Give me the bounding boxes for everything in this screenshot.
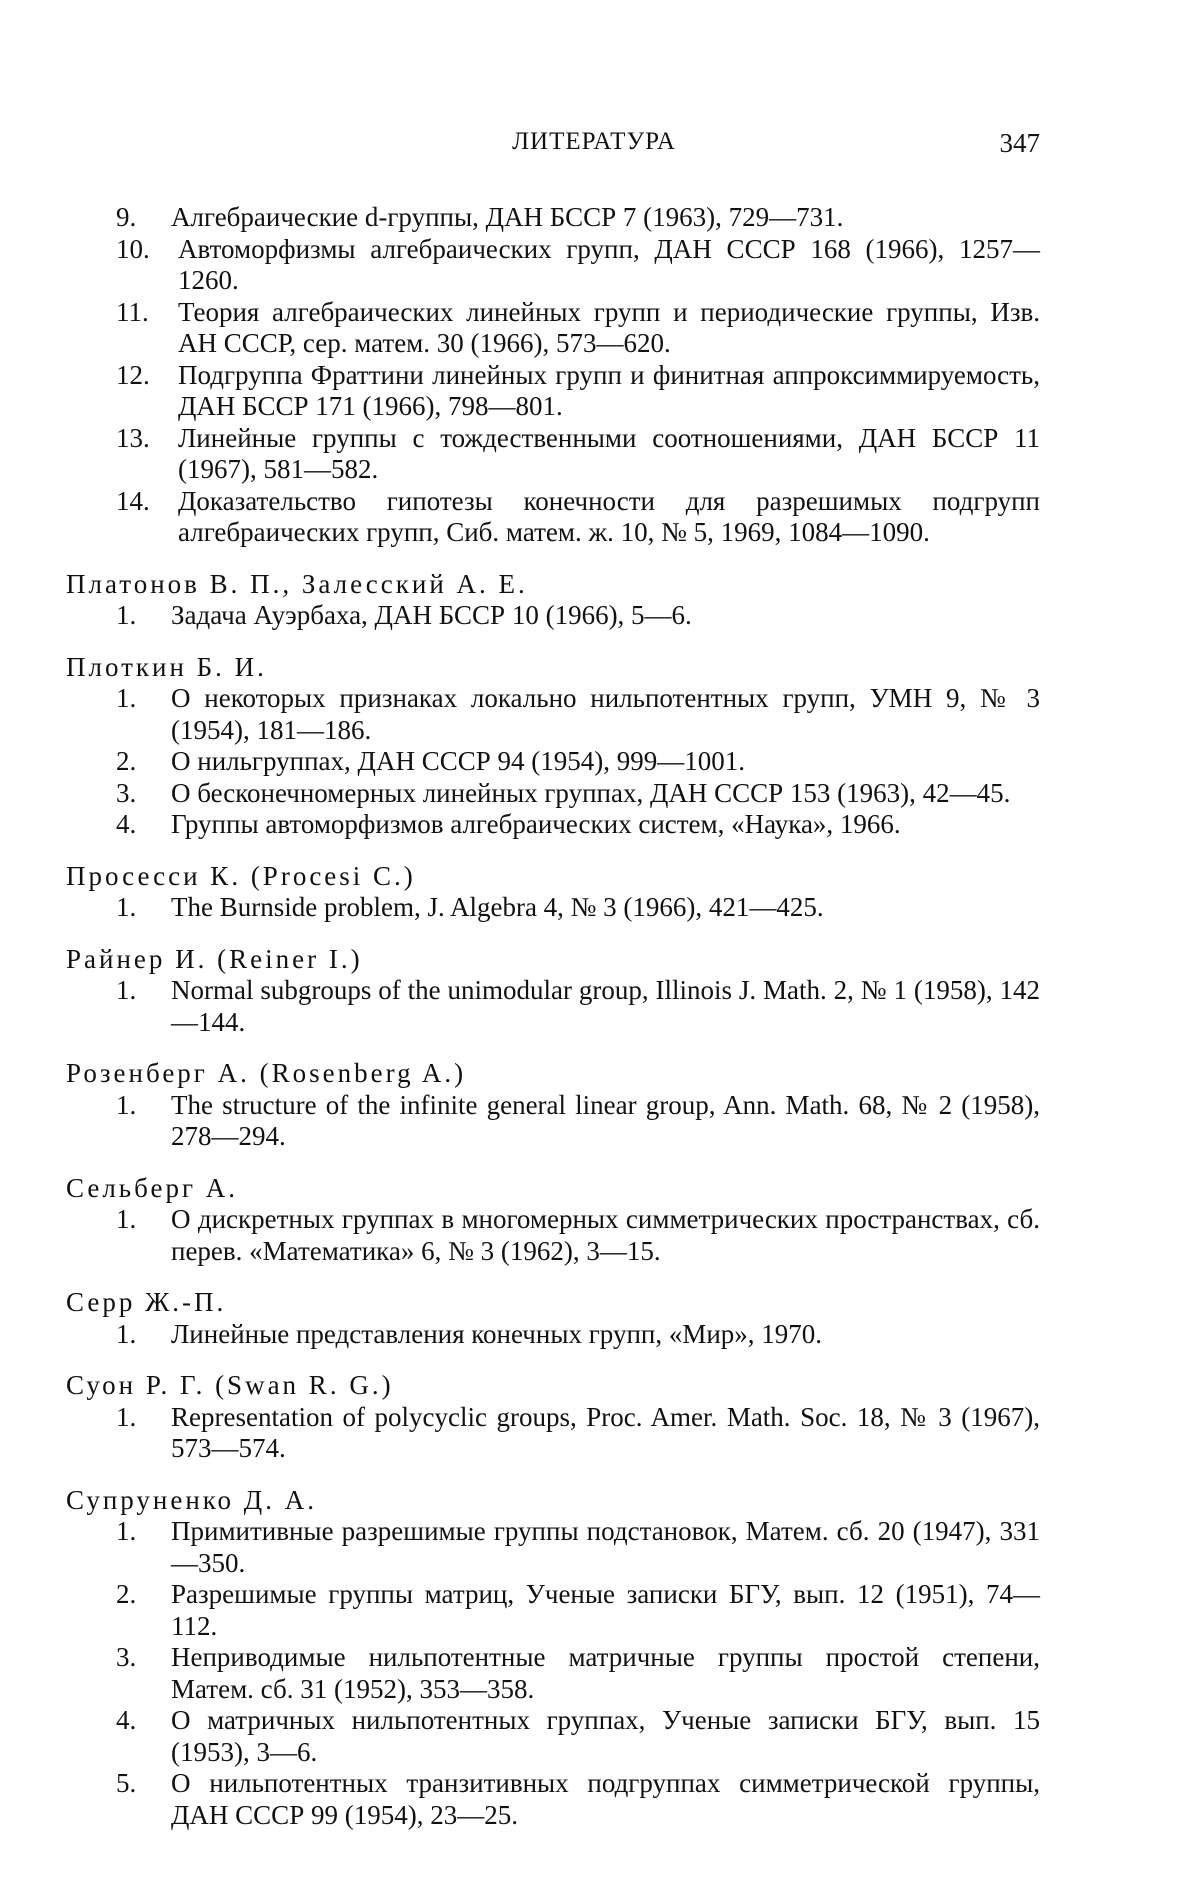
running-title: ЛИТЕРАТУРА (512, 128, 676, 155)
entry-text: Группы автоморфизмов алгебраических систем, «Наука», 1966. (171, 809, 901, 839)
bibliography-entry (66, 1319, 1040, 1351)
bibliography-entry (66, 1642, 1040, 1705)
entry-text: Алгебраические d-группы, ДАН БССР 7 (1963), 729—731. (171, 202, 844, 232)
entry-text: Доказательство гипотезы конечности для разрешимых подгрупп алгебраических групп, Сиб. матем. ж. 10, № 5, 1969, 1084—1090. (178, 485, 1040, 547)
bibliography-entry (66, 600, 1040, 632)
page-header (148, 128, 1040, 164)
entry-text: Линейные представления конечных групп, «Мир», 1970. (171, 1318, 823, 1349)
author-name: Просесси К. (Procesi C.) (66, 860, 416, 891)
entry-number: 10. (116, 233, 150, 264)
entry-text: Representation of polycyclic groups, Proc. Amer. Math. Soc. 18, № 3 (1967), 573—574. (171, 1401, 1040, 1463)
entry-number: 4. (116, 809, 137, 839)
entry-number: 11. (116, 296, 149, 327)
entry-text: The structure of the infinite general linear group, Ann. Math. 68, № 2 (1958), 278—294. (171, 1089, 1040, 1151)
entry-text: О матричных нильпотентных группах, Ученые записки БГУ, вып. 15 (1953), 3—6. (171, 1705, 1040, 1767)
bibliography-entry (66, 809, 1040, 841)
bibliography-author-block (66, 652, 1040, 841)
bibliography-entry (66, 486, 1040, 549)
page-number: 347 (999, 128, 1040, 158)
author-name: Суон Р. Г. (Swan R. G.) (66, 1370, 394, 1400)
bibliography-entry (66, 202, 1040, 234)
entry-text: Задача Ауэрбаха, ДАН БССР 10 (1966), 5—6. (171, 600, 692, 630)
entry-number: 3. (116, 1642, 137, 1672)
entry-text: О нильпотентных транзитивных подгруппах симметрической группы, ДАН СССР 99 (1954), 23—25. (171, 1768, 1040, 1830)
entry-text: The Burnside problem, J. Algebra 4, № 3 (1966), 421—425. (171, 892, 824, 922)
entry-number: 4. (116, 1705, 137, 1735)
bibliography-entry (66, 1579, 1040, 1642)
author-name: Сельберг А. (66, 1172, 239, 1203)
bibliography-list (66, 202, 1040, 1831)
bibliography-author-block (66, 1370, 1040, 1465)
bibliography-entry (66, 1204, 1040, 1267)
entry-text: Normal subgroups of the unimodular group, Illinois J. Math. 2, № 1 (1958), 142—144. (171, 975, 1040, 1037)
author-name: Серр Ж.-П. (66, 1287, 227, 1317)
bibliography-author-block (66, 569, 1040, 632)
entry-text: Теория алгебраических линейных групп и периодические группы, Изв. АН СССР, сер. матем. 30 (1966), 573—620. (178, 296, 1040, 358)
bibliography-author-block (66, 1287, 1040, 1350)
entry-number: 12. (116, 359, 150, 390)
entry-number: 1. (116, 600, 137, 630)
entry-number: 1. (116, 1089, 137, 1120)
author-name: Плоткин Б. И. (66, 651, 267, 682)
entry-number: 9. (116, 202, 137, 232)
entry-number: 2. (116, 746, 137, 776)
bibliography-entry (66, 683, 1040, 746)
entry-text: О нильгруппах, ДАН СССР 94 (1954), 999—1001. (171, 746, 745, 776)
author-name: Платонов В. П., Залесский А. Е. (66, 568, 528, 599)
bibliography-entry (66, 1402, 1040, 1465)
entry-text: О некоторых признаках локально нильпотентных групп, УМН 9, № 3 (1954), 181—186. (171, 683, 1040, 745)
entry-text: Примитивные разрешимые группы подстановок, Матем. сб. 20 (1947), 331—350. (171, 1516, 1040, 1578)
entry-text: Линейные группы с тождественными соотношениями, ДАН БССР 11 (1967), 581—582. (178, 422, 1040, 484)
bibliography-author-block (66, 944, 1040, 1039)
bibliography-author-block (66, 1485, 1040, 1832)
entry-text: О дискретных группах в многомерных симметрических пространствах, сб. перев. «Математика» 6, № 3 (1962), 3—15. (171, 1204, 1040, 1266)
bibliography-entry (66, 423, 1040, 486)
bibliography-entry (66, 297, 1040, 360)
bibliography-author-block (66, 1058, 1040, 1153)
author-name: Райнер И. (Reiner I.) (66, 943, 363, 974)
bibliography-author-block (66, 202, 1040, 549)
author-name: Супруненко Д. А. (66, 1484, 317, 1515)
entry-number: 1. (116, 892, 137, 922)
bibliography-entry (66, 360, 1040, 423)
bibliography-author-block (66, 1173, 1040, 1268)
entry-text: Разрешимые группы матриц, Ученые записки БГУ, вып. 12 (1951), 74—112. (171, 1579, 1040, 1641)
bibliography-entry (66, 234, 1040, 297)
entry-number: 1. (116, 1516, 137, 1546)
entry-number: 14. (116, 485, 150, 516)
entry-text: Неприводимые нильпотентные матричные группы простой степени, Матем. сб. 31 (1952), 353—358. (171, 1642, 1040, 1704)
bibliography-entry (66, 746, 1040, 778)
entry-number: 2. (116, 1579, 137, 1609)
entry-number: 1. (116, 683, 137, 713)
entry-number: 5. (116, 1768, 137, 1798)
bibliography-entry (66, 1090, 1040, 1153)
bibliography-entry (66, 1768, 1040, 1831)
entry-number: 1. (116, 1318, 137, 1349)
author-name: Розенберг А. (Rosenberg A.) (66, 1058, 467, 1088)
entry-text: Автоморфизмы алгебраических групп, ДАН СССР 168 (1966), 1257—1260. (178, 233, 1040, 295)
bibliography-entry (66, 778, 1040, 810)
entry-number: 1. (116, 1401, 137, 1432)
bibliography-entry (66, 975, 1040, 1038)
bibliography-entry (66, 892, 1040, 924)
entry-number: 3. (116, 777, 137, 808)
bibliography-entry (66, 1705, 1040, 1768)
entry-text: О бесконечномерных линейных группах, ДАН СССР 153 (1963), 42—45. (171, 777, 1011, 808)
entry-number: 1. (116, 975, 137, 1005)
bibliography-author-block (66, 861, 1040, 924)
entry-text: Подгруппа Фраттини линейных групп и финитная аппроксиммируемость, ДАН БССР 171 (1966), 798—801. (178, 359, 1040, 421)
bibliography-entry (66, 1516, 1040, 1579)
entry-number: 13. (116, 422, 150, 453)
entry-number: 1. (116, 1204, 137, 1234)
